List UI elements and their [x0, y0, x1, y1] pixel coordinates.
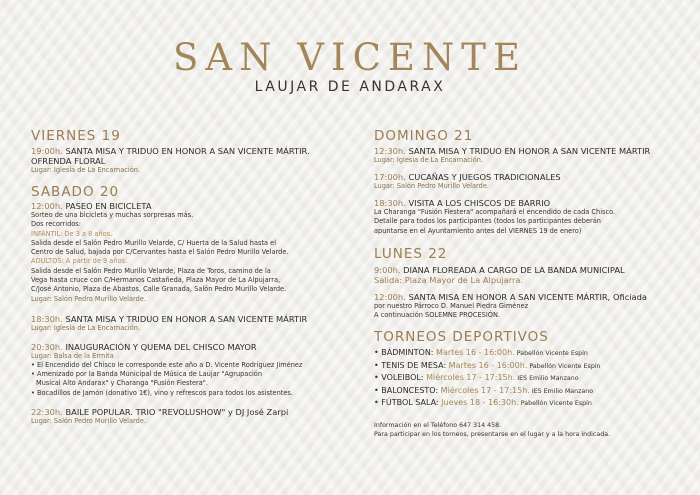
event-time: 12:00h.: [374, 291, 406, 302]
event-line: La Charanga "Fusión Fiestera" acompañará el encendido de cada Chisco.: [374, 208, 616, 216]
event-title-cont: OFRENDA FLORAL: [31, 156, 106, 166]
event-title: INAUGURACIÓN Y QUEMA DEL CHISCO MAYOR: [62, 341, 257, 352]
event-lunes-diana: [374, 265, 674, 285]
event-sabado-chisco: [31, 342, 331, 398]
event-time: 18:30h.: [374, 198, 406, 208]
event-domingo-misa: [374, 146, 674, 165]
route-label-adultos: ADULTOS: A partir de 9 años.: [31, 257, 128, 266]
torneos-list: [374, 347, 674, 410]
event-time: 9:00h.: [374, 264, 401, 275]
sport-place: Pabellón Vicente Espín: [514, 350, 588, 358]
day-heading-domingo: DOMINGO 21: [374, 128, 474, 144]
event-title: SANTA MISA Y TRIDUO EN HONOR A SAN VICENTE MÁRTIR: [405, 146, 651, 156]
sport-place: Pabellón Vicente Espín: [518, 400, 592, 408]
day-heading-lunes: LUNES 22: [374, 245, 448, 262]
event-domingo-chiscos: [374, 198, 674, 236]
sport-name: • TENIS DE MESA:: [374, 360, 447, 370]
event-bullet-cont: Musical Alto Andarax" y Charanga "Fusión Fiestera".: [36, 379, 208, 388]
day-heading-sabado: SABADO 20: [31, 184, 120, 200]
event-title: DIANA FLOREADA A CARGO DE LA BANDA MUNICIPAL: [400, 264, 625, 275]
event-time: 17:00h.: [374, 172, 406, 182]
event-line: A continuación SOLEMNE PROCESIÓN.: [374, 311, 500, 320]
sport-name: • BALONCESTO:: [374, 385, 439, 395]
event-line: C/José Antonio, Plaza de Abastos, Calle Granada, Salón Pedro Murillo Velarde.: [31, 285, 287, 294]
sport-when: Miércoles 17 - 17:15h.: [438, 385, 530, 395]
event-place: Salida: Plaza Mayor de La Alpujarra.: [374, 274, 524, 285]
sport-name: • FÚTBOL SALA:: [374, 398, 439, 408]
left-column: [31, 128, 331, 426]
event-line: Detalle para todos los participantes (todos los participantes deberán: [374, 217, 601, 226]
event-line: Salida desde el Salón Pedro Murillo Velarde, Plaza de Toros, camino de la: [31, 266, 271, 275]
event-line: Dos recorridos:: [31, 220, 81, 229]
event-title: SANTA MISA Y TRIDUO EN HONOR A SAN VICENTE MÁRTIR: [62, 313, 308, 324]
event-place: Lugar: Salón Pedro Murillo Velarde.: [31, 294, 146, 303]
event-place: Lugar: Salón Pedro Murillo Velarde.: [31, 416, 146, 425]
event-place: Lugar: Iglesia de La Encarnación.: [374, 156, 484, 164]
event-line: Salida desde el Salón Pedro Murillo Velarde, C/ Huerta de la Salud hasta el: [31, 238, 277, 247]
event-bullet: • El Encendido del Chisco le corresponde este año a D. Vicente Rodríguez Jiménez: [31, 360, 303, 369]
event-bullet: • Amenizado por la Banda Municipal de Música de Laujar "Agrupación: [31, 369, 263, 378]
event-title: PASEO EN BICICLETA: [62, 201, 152, 211]
event-time: 22:30h.: [31, 406, 63, 417]
torneos-heading: TORNEOS DEPORTIVOS: [374, 329, 549, 346]
event-title: VISITA A LOS CHISCOS DE BARRIO: [405, 198, 551, 208]
day-heading-viernes: VIERNES 19: [31, 128, 121, 144]
sport-place: Pabellón Vicente Espín: [527, 362, 601, 370]
sport-item-baloncesto: [374, 385, 674, 398]
event-time: 18:30h.: [31, 313, 63, 324]
event-title: SANTA MISA EN HONOR A SAN VICENTE MÁRTIR, Oficiada: [405, 291, 647, 302]
sport-item-futbol-sala: [374, 397, 674, 410]
event-line: Vega hasta cruce con C/Hermanos Castañeda, Plaza Mayor de La Alpujarra,: [31, 276, 281, 285]
event-time: 12:00h.: [31, 201, 63, 211]
sport-when: Miércoles 17 - 17:15h.: [423, 373, 516, 383]
event-domingo-cucanas: [374, 172, 674, 191]
event-sabado-baile: [31, 407, 331, 426]
sport-name: • BÁDMINTON:: [374, 348, 434, 358]
event-time: 12:30h.: [374, 146, 406, 156]
sport-when: Martes 16 - 16:00h.: [433, 348, 515, 358]
event-viernes-misa: [31, 146, 331, 175]
event-line: Centro de Salud, bajada por C/Cervantes hasta el Salón Pedro Murillo Velarde.: [31, 248, 289, 257]
sport-when: Martes 16 - 16:00h.: [446, 360, 528, 370]
page-subtitle: LAUJAR DE ANDARAX: [254, 79, 446, 95]
event-time: 19:00h.: [31, 146, 63, 156]
event-place: Lugar: Balsa de la Ermita: [31, 351, 114, 360]
sport-when: Jueves 18 - 16:30h.: [438, 398, 519, 408]
right-column: [374, 128, 674, 439]
sport-item-tenis: [374, 360, 674, 373]
event-place: Lugar: Salón Pedro Murillo Velarde.: [374, 182, 489, 190]
sport-item-badminton: [374, 347, 674, 360]
sport-item-voleibol: [374, 372, 674, 385]
event-title: BAILE POPULAR. TRIO "REVOLUSHOW" y DJ José Zarpi: [62, 406, 289, 417]
event-place: Lugar: Iglesia de La Encarnación.: [31, 166, 141, 174]
event-lunes-misa: [374, 292, 674, 321]
sport-name: • VOLEIBOL:: [374, 373, 424, 383]
event-line: apuntarse en el Ayuntamiento antes del VIERNES 19 de enero): [374, 226, 582, 235]
route-label-infantil: INFANTIL: De 3 a 8 años.: [31, 229, 113, 238]
event-bullet: • Bocadillos de Jamón (donativo 1€), vino y refrescos para todos los asistentes.: [31, 388, 293, 397]
info-phone: Información en el Teléfono 647 314 458.: [374, 421, 502, 429]
event-line: Sorteo de una bicicleta y muchas sorpresas más.: [31, 211, 194, 219]
event-sabado-bici: [31, 201, 331, 304]
info-participation: Para participar en los torneos, presentarse en el lugar y a la hora indicada.: [374, 430, 611, 438]
sport-place: IES Emilio Manzano: [515, 375, 579, 383]
sport-place: IES Emilio Manzano: [529, 387, 594, 395]
event-line: por nuestro Párroco D. Manuel Piedra Giménez: [374, 301, 529, 310]
event-place: Lugar: Iglesia de La Encarnación.: [31, 323, 141, 332]
event-title: SANTA MISA Y TRIDUO EN HONOR A SAN VICENTE MÁRTIR.: [62, 146, 310, 156]
page-title: SAN VICENTE: [173, 36, 527, 79]
event-time: 20:30h.: [31, 341, 63, 352]
event-sabado-misa: [31, 314, 331, 333]
event-title: CUCAÑAS Y JUEGOS TRADICIONALES: [405, 172, 561, 182]
